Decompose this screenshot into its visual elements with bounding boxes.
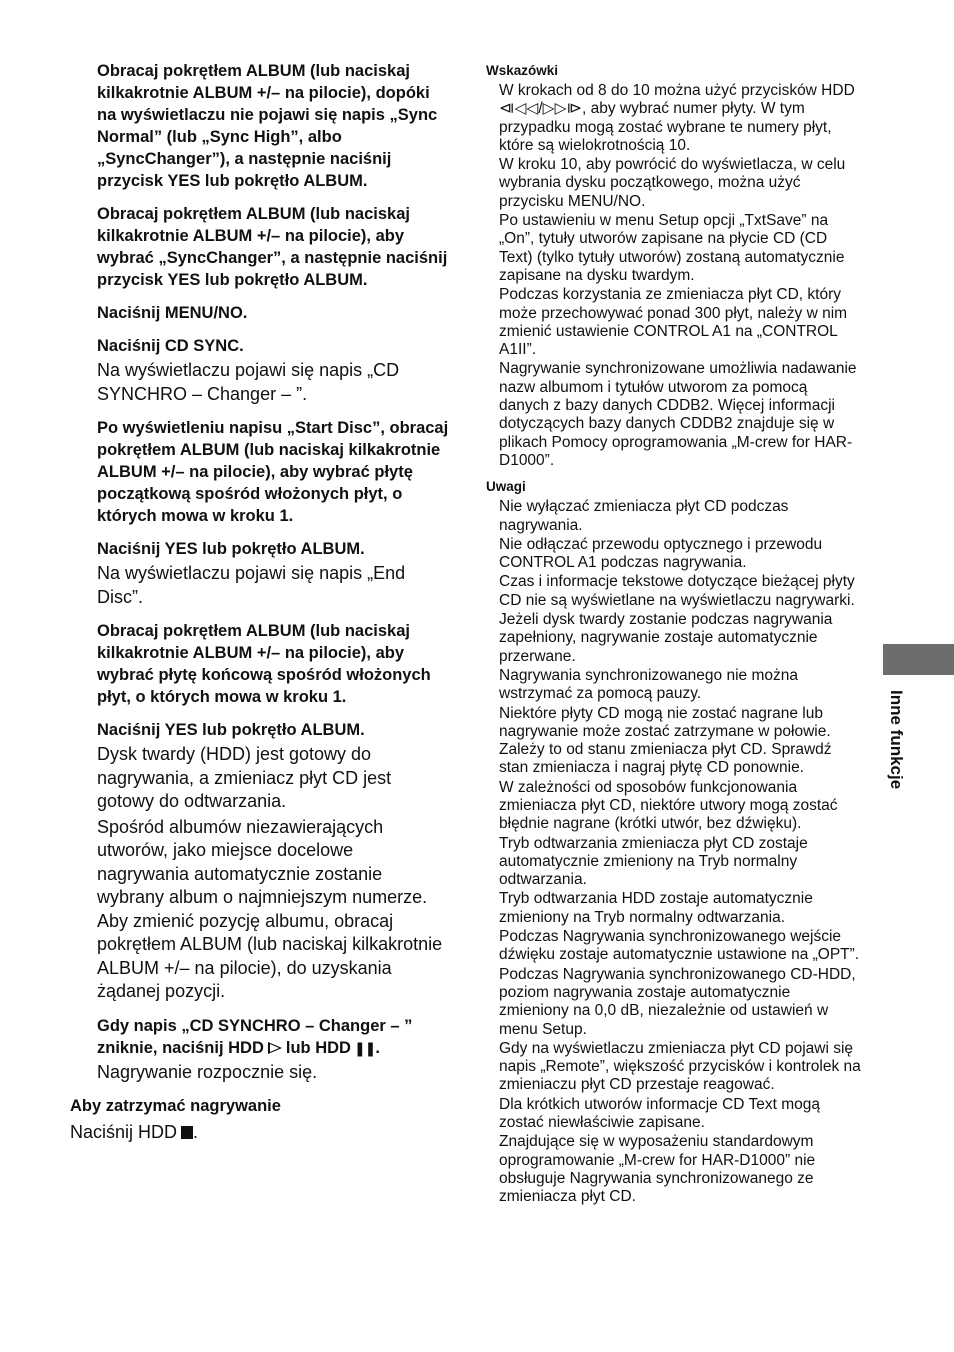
step-item xyxy=(97,335,450,406)
stop-text-part: . xyxy=(193,1122,199,1142)
step-item xyxy=(97,620,450,708)
list-item: W zależności od sposobów funkcjonowania zmieniacza płyt CD, niektóre utwory mogą zostać błędnie nagrane (krótki utwór, bez dźwięku). xyxy=(499,778,838,833)
step-title: Obracaj pokrętłem ALBUM (lub naciskaj kilkakrotnie ALBUM +/– na pilocie), aby wybrać „SyncChanger”, a następnie naciśnij przycisk YES lub pokrętło ALBUM. xyxy=(97,205,448,289)
step-item xyxy=(97,302,450,324)
step-item xyxy=(97,60,450,192)
stop-recording-text xyxy=(70,1120,450,1144)
step-item xyxy=(97,719,450,1004)
list-item: Znajdujące się w wyposażeniu standardowym oprogramowanie „M-crew for HAR-D1000” nie obsługuje Nagrywania synchronizowanego ze zmieniacza płyt CD. xyxy=(499,1133,816,1206)
list-item: Podczas Nagrywania synchronizowanego wejście dźwięku zostaje automatycznie ustawione na „OPT”. xyxy=(499,928,860,964)
notes-heading: Uwagi xyxy=(486,479,526,495)
list-item: Po ustawieniu w menu Setup opcji „TxtSave” na „On”, tytuły utworów zapisane na płycie CD (CD Text) (tylko tytuły utworów) zostaną automatycznie zapisane na dysku twardym. xyxy=(499,212,845,284)
step-title: Naciśnij MENU/NO. xyxy=(97,304,248,322)
step-description: Nagrywanie rozpocznie się. xyxy=(97,1061,318,1082)
pause-icon: ❚❚ xyxy=(353,1039,376,1056)
step-description: Na wyświetlaczu pojawi się napis „CD SYNCHRO – Changer – ”. xyxy=(97,360,400,404)
list-item: Jeżeli dysk twardy zostanie podczas nagrywania zapełniony, nagrywanie zostaje automatycznie przerwane. xyxy=(499,611,833,665)
step-description: Spośród albumów niezawierających utworów, jako miejsce docelowe nagrywania automatycznie zostanie wybrany album o najmniejszym numerze. Aby zmienić pozycję albumu, obracaj pokrętłem ALBUM (lub naciskaj kilkakrotnie ALBUM +/– na pilocie), do uzyskania żądanej pozycji. xyxy=(97,816,443,1001)
step-title xyxy=(97,1015,450,1059)
list-item: Gdy na wyświetlaczu zmieniacza płyt CD pojawi się napis „Remote”, większość przycisków i kontrolek na zmieniaczu płyt CD przestaje reagować. xyxy=(499,1039,861,1094)
list-item: Tryb odtwarzania zmieniacza płyt CD zostaje automatycznie zmieniony na Tryb normalny odtwarzania. xyxy=(499,834,808,889)
list-item: Tryb odtwarzania HDD zostaje automatycznie zmieniony na Tryb normalny odtwarzania. xyxy=(499,890,813,926)
step-item xyxy=(97,1015,450,1085)
step-title-part: . xyxy=(375,1038,381,1057)
section-tab-label: Inne funkcje xyxy=(887,690,906,790)
stop-text-part: Naciśnij HDD xyxy=(70,1122,178,1142)
stop-icon xyxy=(181,1126,193,1139)
step-title: Naciśnij YES lub pokrętło ALBUM. xyxy=(97,721,365,739)
step-title: Naciśnij YES lub pokrętło ALBUM. xyxy=(97,540,365,558)
notes-column xyxy=(486,62,861,1208)
step-title: Obracaj pokrętłem ALBUM (lub naciskaj kilkakrotnie ALBUM +/– na pilocie), dopóki na wyświetlaczu nie pojawi się napis „Sync Normal” (lub „Sync High”, albo „SyncChanger”), a następnie naciśnij przycisk YES lub pokrętło ALBUM. xyxy=(97,62,438,190)
step-item xyxy=(97,538,450,609)
list-item: Czas i informacje tekstowe dotyczące bieżącej płyty CD nie są wyświetlane na wyświetlaczu nagrywarki. xyxy=(499,573,855,609)
list-item: Nagrywania synchronizowanego nie można wstrzymać za pomocą pauzy. xyxy=(499,666,798,703)
instructions-column xyxy=(70,60,450,1144)
tips-list xyxy=(486,82,861,470)
play-outline-icon xyxy=(268,1042,282,1054)
step-title: Po wyświetleniu napisu „Start Disc”, obracaj pokrętłem ALBUM (lub naciskaj kilkakrotnie ALBUM +/– na pilocie), aby wybrać płytę początkową spośród włożonych płyt, o których mowa w kroku 1. xyxy=(97,419,449,525)
list-item: Nagrywanie synchronizowane umożliwia nadawanie nazw albumom i tytułów utworom za pomocą danych z bazy danych CDDB2. Więcej informacji dotyczących bazy danych CDDB2 znajduje się w plikach Pomocy oprogramowania „M-crew for HAR-D1000”. xyxy=(499,360,857,469)
notes-list xyxy=(486,498,861,1206)
list-item: W krokach od 8 do 10 można użyć przycisków HDD ⧏◁◁/▷▷⧐, aby wybrać numer płyty. W tym przypadku mogą zostać wybrane te numery płyt, które są wielokrotnością 10. xyxy=(499,82,855,154)
list-item: Nie wyłączać zmieniacza płyt CD podczas nagrywania. xyxy=(499,498,789,534)
list-item: W kroku 10, aby powrócić do wyświetlacza, w celu wybrania dysku początkowego, można użyć przycisku MENU/NO. xyxy=(499,156,846,210)
step-description: Dysk twardy (HDD) jest gotowy do nagrywania, a zmieniacz płyt CD jest gotowy do odtwarzania. xyxy=(97,744,392,811)
tips-heading: Wskazówki xyxy=(486,63,559,78)
list-item: Nie odłączać przewodu optycznego i przewodu CONTROL A1 podczas nagrywania. xyxy=(499,535,823,572)
step-title-part: Gdy napis „CD SYNCHRO – Changer – ” zniknie, naciśnij HDD xyxy=(97,1016,413,1057)
step-item xyxy=(97,203,450,291)
step-title: Naciśnij CD SYNC. xyxy=(97,337,244,355)
section-tab xyxy=(883,644,954,675)
step-title-part: lub HDD xyxy=(285,1038,351,1057)
step-description: Na wyświetlaczu pojawi się napis „End Disc”. xyxy=(97,563,406,607)
stop-recording-heading: Aby zatrzymać nagrywanie xyxy=(70,1097,281,1115)
step-item xyxy=(97,417,450,527)
list-item: Niektóre płyty CD mogą nie zostać nagrane lub nagrywanie może zostać zatrzymane w połowie. Zależy to od stanu zmieniacza płyt CD. Sprawdź stan zmieniacza i nagraj płytę CD ponownie. xyxy=(499,704,832,777)
list-item: Podczas Nagrywania synchronizowanego CD-HDD, poziom nagrywania zostaje automatycznie zmieniony na 0,0 dB, niezależnie od ustawień w menu Setup. xyxy=(499,965,856,1038)
list-item: Dla krótkich utworów informacje CD Text mogą zostać niewłaściwie zapisane. xyxy=(499,1095,821,1132)
step-title: Obracaj pokrętłem ALBUM (lub naciskaj kilkakrotnie ALBUM +/– na pilocie), aby wybrać płytę końcową spośród włożonych płyt, o których mowa w kroku 1. xyxy=(97,622,431,706)
list-item: Podczas korzystania ze zmieniacza płyt CD, który może przechowywać ponad 300 płyt, należy w nim zmienić ustawienie CONTROL A1 na „CONTROL A1II”. xyxy=(499,286,848,359)
